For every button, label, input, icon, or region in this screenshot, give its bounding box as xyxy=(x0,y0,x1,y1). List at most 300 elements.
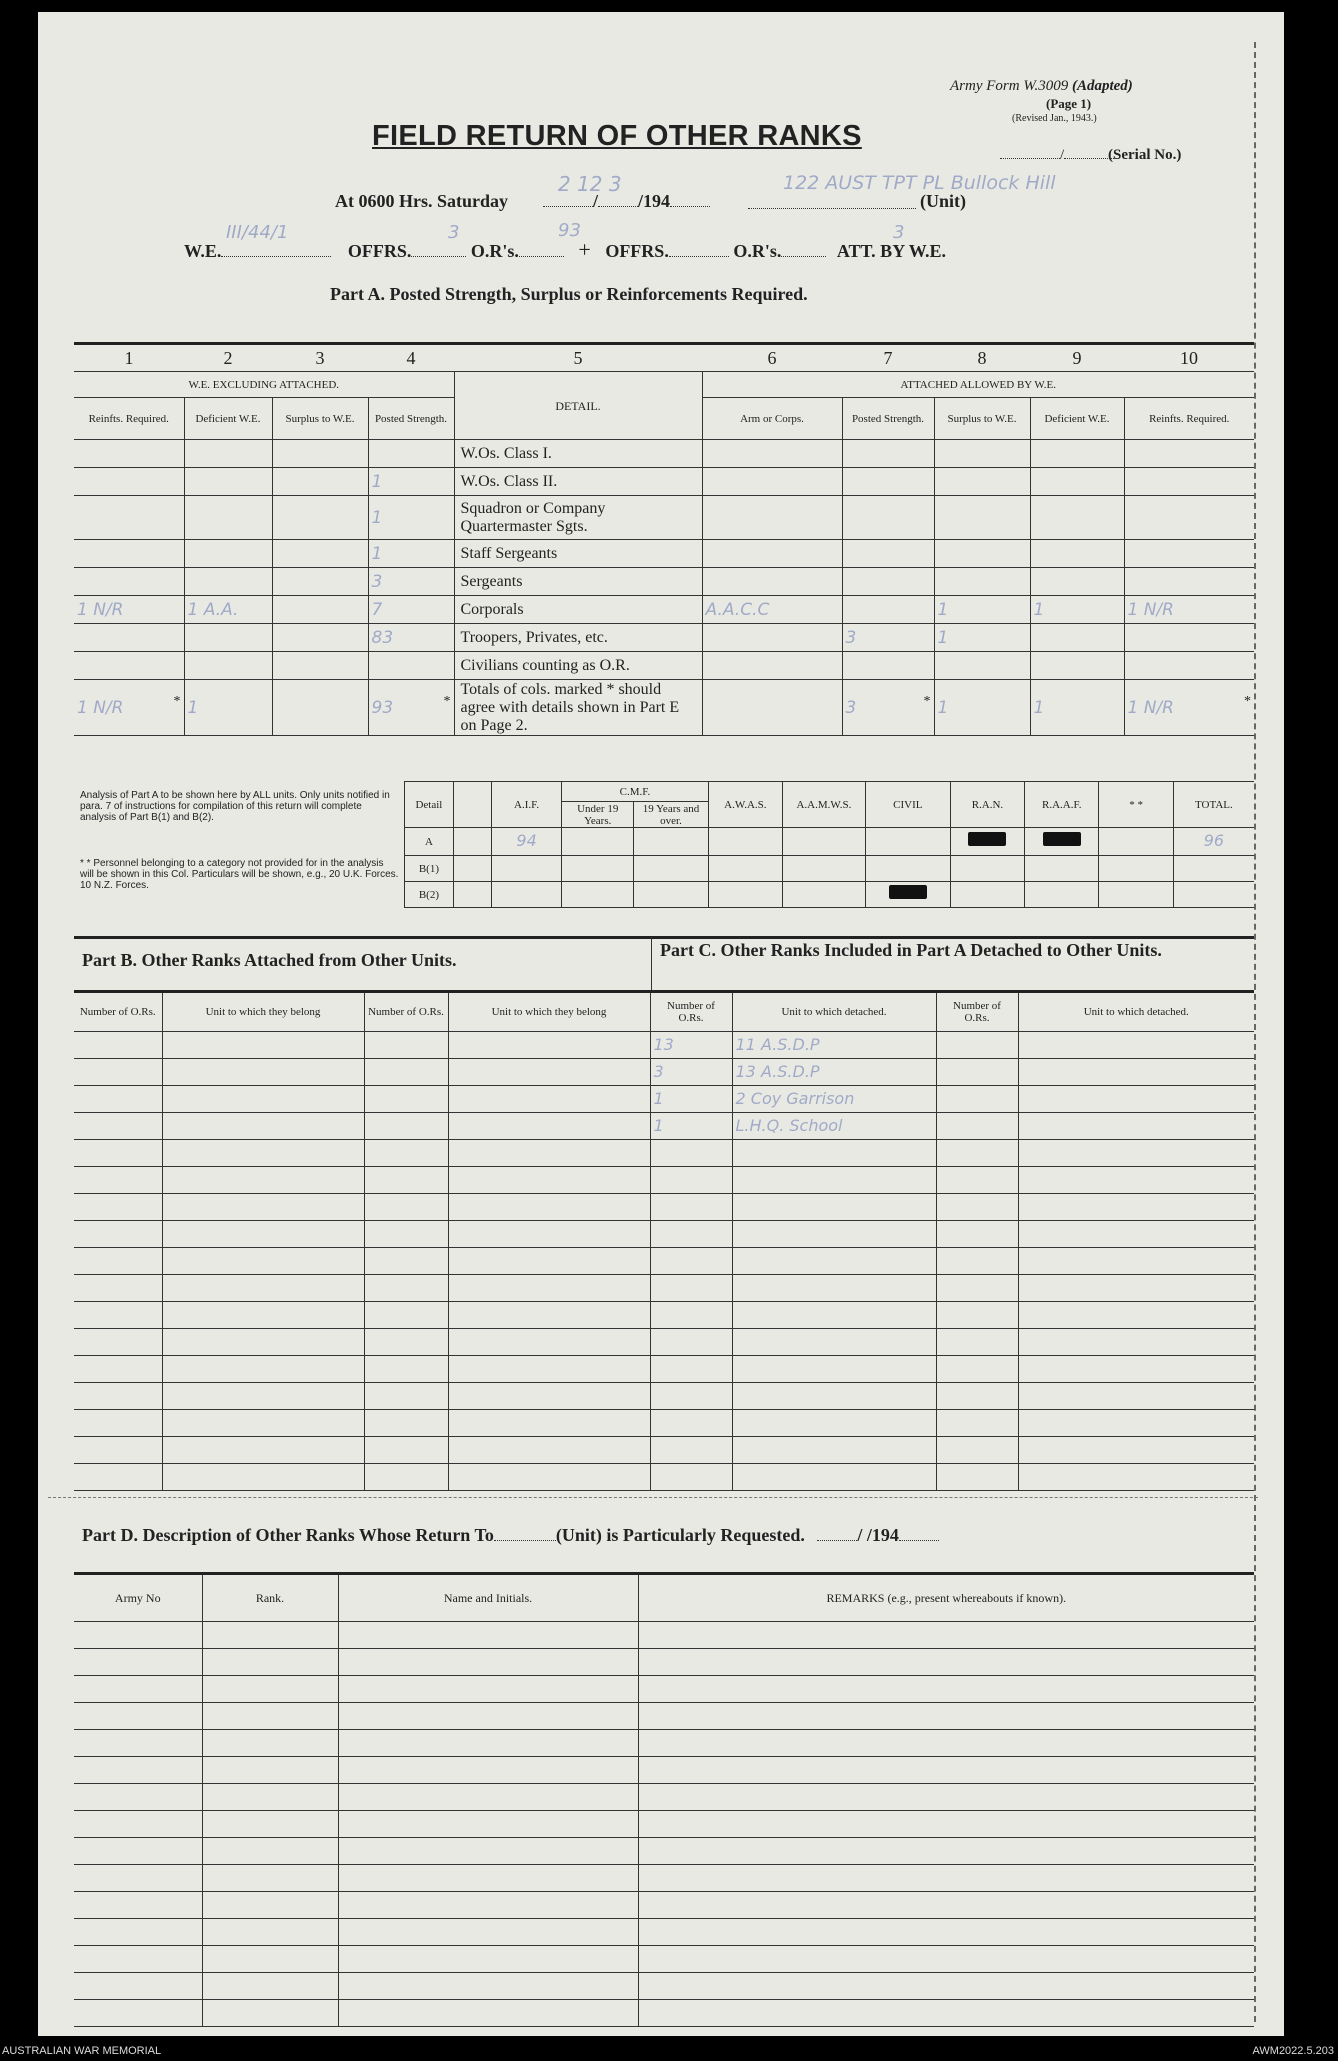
form-cell[interactable] xyxy=(162,1275,364,1302)
analysis-row-b1 xyxy=(405,856,1255,882)
part-d-row xyxy=(74,1622,1254,1649)
we-excluding-header: W.E. EXCLUDING ATTACHED. xyxy=(74,372,454,398)
form-cell[interactable] xyxy=(448,1032,650,1059)
value-cell xyxy=(74,440,184,468)
ran-header: R.A.N. xyxy=(950,782,1024,828)
form-cell[interactable] xyxy=(74,1410,162,1437)
form-cell[interactable] xyxy=(364,1329,448,1356)
form-cell[interactable] xyxy=(732,1410,936,1437)
form-cell[interactable] xyxy=(1018,1356,1254,1383)
value-cell xyxy=(368,540,454,568)
form-cell[interactable] xyxy=(202,1649,338,1676)
serial-label: (Serial No.) xyxy=(1108,147,1182,163)
value-cell xyxy=(272,680,368,736)
form-cell[interactable] xyxy=(364,1464,448,1491)
form-cell[interactable] xyxy=(638,1946,1254,1973)
form-cell[interactable] xyxy=(74,1464,162,1491)
form-cell[interactable] xyxy=(638,1919,1254,1946)
form-cell[interactable] xyxy=(1018,1032,1254,1059)
handwritten-value: A.A.C.C xyxy=(705,599,770,620)
form-cell[interactable] xyxy=(1018,1167,1254,1194)
handwritten-entry: 3 xyxy=(653,1062,664,1081)
form-cell[interactable] xyxy=(162,1221,364,1248)
form-cell[interactable] xyxy=(732,1302,936,1329)
handwritten-value: 1 xyxy=(371,543,383,564)
col-header: Surplus to W.E. xyxy=(934,398,1030,440)
form-cell[interactable] xyxy=(338,1919,638,1946)
col-header: Unit to which they belong xyxy=(448,992,650,1032)
form-cell[interactable] xyxy=(202,1622,338,1649)
form-cell[interactable] xyxy=(74,1059,162,1086)
value-cell xyxy=(184,568,272,596)
form-cell[interactable] xyxy=(650,1464,732,1491)
form-cell[interactable] xyxy=(650,1221,732,1248)
form-cell[interactable] xyxy=(936,1140,1018,1167)
form-cell[interactable] xyxy=(364,1410,448,1437)
form-cell[interactable] xyxy=(732,1032,936,1059)
form-cell[interactable] xyxy=(638,1838,1254,1865)
raaf-header: R.A.A.F. xyxy=(1025,782,1099,828)
form-cell[interactable] xyxy=(338,1892,638,1919)
form-cell[interactable] xyxy=(202,1838,338,1865)
analysis-note-2: * * Personnel belonging to a category not provided for in the analysis will be shown in this Col. Particulars will be shown, e.g., 20 U.K. Forces. 10 N.Z. Forces. xyxy=(80,858,399,891)
form-cell[interactable] xyxy=(74,1784,202,1811)
value-cell xyxy=(184,496,272,540)
form-cell[interactable] xyxy=(732,1221,936,1248)
form-cell[interactable] xyxy=(448,1221,650,1248)
handwritten-entry: 13 A.S.D.P xyxy=(735,1062,820,1081)
detail-label: Totals of cols. marked * should agree with details shown in Part E on Page 2. xyxy=(454,680,702,736)
form-cell[interactable] xyxy=(162,1248,364,1275)
form-cell[interactable] xyxy=(162,1437,364,1464)
form-cell[interactable] xyxy=(1018,1086,1254,1113)
value-cell xyxy=(934,596,1030,624)
form-cell[interactable] xyxy=(338,1811,638,1838)
page-number: (Page 1) xyxy=(1046,96,1092,111)
form-cell[interactable] xyxy=(364,1140,448,1167)
form-cell[interactable] xyxy=(202,1784,338,1811)
form-cell[interactable] xyxy=(732,1113,936,1140)
form-cell[interactable] xyxy=(1018,1437,1254,1464)
form-cell[interactable] xyxy=(74,1167,162,1194)
value-cell xyxy=(184,624,272,652)
form-cell[interactable] xyxy=(74,1356,162,1383)
form-cell[interactable] xyxy=(162,1383,364,1410)
form-cell[interactable] xyxy=(638,1865,1254,1892)
form-cell[interactable] xyxy=(74,1622,202,1649)
form-cell[interactable] xyxy=(338,1784,638,1811)
value-cell xyxy=(1124,680,1254,736)
value-cell xyxy=(74,568,184,596)
date-handwriting: 2 12 3 xyxy=(558,172,622,196)
form-cell[interactable] xyxy=(338,2000,638,2027)
form-cell[interactable] xyxy=(650,1437,732,1464)
form-cell[interactable] xyxy=(650,1383,732,1410)
form-cell[interactable] xyxy=(364,1437,448,1464)
value-cell xyxy=(272,624,368,652)
form-cell[interactable] xyxy=(202,1919,338,1946)
part-bc-rule xyxy=(74,936,1254,939)
value-cell xyxy=(272,652,368,680)
value-cell xyxy=(272,468,368,496)
form-cell[interactable] xyxy=(650,1302,732,1329)
form-cell[interactable] xyxy=(74,1383,162,1410)
form-cell[interactable] xyxy=(364,1032,448,1059)
form-cell[interactable] xyxy=(202,1946,338,1973)
form-cell[interactable] xyxy=(74,1865,202,1892)
handwritten-value: 1 N/R xyxy=(1127,697,1174,718)
form-cell[interactable] xyxy=(364,1059,448,1086)
value-cell xyxy=(842,596,934,624)
form-cell[interactable] xyxy=(74,1032,162,1059)
form-cell[interactable] xyxy=(650,1059,732,1086)
form-cell[interactable] xyxy=(74,1194,162,1221)
we-handwriting: III/44/1 xyxy=(226,222,289,243)
value-cell xyxy=(702,540,842,568)
form-cell[interactable] xyxy=(74,1275,162,1302)
form-cell[interactable] xyxy=(74,1919,202,1946)
value-cell xyxy=(272,440,368,468)
form-cell[interactable] xyxy=(448,1329,650,1356)
form-cell[interactable] xyxy=(936,1275,1018,1302)
form-cell[interactable] xyxy=(74,1086,162,1113)
form-cell[interactable] xyxy=(650,1086,732,1113)
col-header: Reinfts. Required. xyxy=(74,398,184,440)
form-cell[interactable] xyxy=(1018,1383,1254,1410)
form-cell[interactable] xyxy=(1018,1410,1254,1437)
form-cell[interactable] xyxy=(448,1464,650,1491)
form-cell[interactable] xyxy=(732,1140,936,1167)
form-cell[interactable] xyxy=(338,1973,638,2000)
form-cell[interactable] xyxy=(936,1113,1018,1140)
form-cell[interactable] xyxy=(936,1167,1018,1194)
form-cell[interactable] xyxy=(162,1329,364,1356)
part-bc-divider xyxy=(651,937,652,991)
form-cell[interactable] xyxy=(338,1730,638,1757)
form-cell[interactable] xyxy=(936,1410,1018,1437)
form-cell[interactable] xyxy=(74,1757,202,1784)
value-cell xyxy=(184,468,272,496)
form-cell[interactable] xyxy=(338,1703,638,1730)
value-cell xyxy=(702,568,842,596)
form-cell[interactable] xyxy=(74,1973,202,2000)
form-cell[interactable] xyxy=(162,1113,364,1140)
form-cell[interactable] xyxy=(74,1140,162,1167)
form-cell[interactable] xyxy=(364,1194,448,1221)
analysis-note: Analysis of Part A to be shown here by ALL units. Only units notified in para. 7 of instructions for compilation of this return will complete analysis of Part B(1) and B(2). xyxy=(80,790,390,823)
form-cell[interactable] xyxy=(364,1302,448,1329)
part-bc-row xyxy=(74,1059,1254,1086)
form-cell[interactable] xyxy=(448,1086,650,1113)
form-cell[interactable] xyxy=(448,1383,650,1410)
form-cell[interactable] xyxy=(1018,1275,1254,1302)
form-cell[interactable] xyxy=(650,1194,732,1221)
form-cell[interactable] xyxy=(448,1410,650,1437)
form-cell[interactable] xyxy=(638,1649,1254,1676)
awas-header: A.W.A.S. xyxy=(708,782,782,828)
form-cell[interactable] xyxy=(638,1892,1254,1919)
form-cell[interactable] xyxy=(650,1356,732,1383)
form-cell[interactable] xyxy=(936,1086,1018,1113)
form-cell[interactable] xyxy=(1018,1248,1254,1275)
form-cell[interactable] xyxy=(74,1248,162,1275)
form-cell[interactable] xyxy=(650,1329,732,1356)
form-cell[interactable] xyxy=(162,1356,364,1383)
col-num: 7 xyxy=(883,347,893,368)
attached-allowed-header: ATTACHED ALLOWED BY W.E. xyxy=(702,372,1254,398)
form-cell[interactable] xyxy=(638,1730,1254,1757)
form-cell[interactable] xyxy=(364,1383,448,1410)
form-cell[interactable] xyxy=(1018,1059,1254,1086)
part-bc-row xyxy=(74,1464,1254,1491)
part-a-row xyxy=(74,468,1254,496)
part-a-row xyxy=(74,652,1254,680)
value-cell xyxy=(1124,540,1254,568)
form-cell[interactable] xyxy=(74,2000,202,2027)
form-cell[interactable] xyxy=(74,1730,202,1757)
form-cell[interactable] xyxy=(74,1113,162,1140)
form-cell[interactable] xyxy=(162,1302,364,1329)
form-cell[interactable] xyxy=(936,1383,1018,1410)
handwritten-entry: 1 xyxy=(653,1089,664,1108)
part-d-table xyxy=(74,1572,1254,2027)
value-cell xyxy=(74,468,184,496)
form-cell[interactable] xyxy=(74,1676,202,1703)
form-cell[interactable] xyxy=(338,1838,638,1865)
value-cell xyxy=(934,468,1030,496)
value-cell xyxy=(702,652,842,680)
part-d-row xyxy=(74,1676,1254,1703)
form-cell[interactable] xyxy=(638,1622,1254,1649)
handwritten-value: 3 xyxy=(845,697,857,718)
form-cell[interactable] xyxy=(638,2000,1254,2027)
redaction-block xyxy=(889,885,927,899)
form-cell[interactable] xyxy=(74,1703,202,1730)
form-cell[interactable] xyxy=(732,1167,936,1194)
form-cell[interactable] xyxy=(74,1221,162,1248)
form-cell[interactable] xyxy=(364,1167,448,1194)
form-cell[interactable] xyxy=(202,1892,338,1919)
detail-label: W.Os. Class II. xyxy=(454,468,702,496)
form-cell[interactable] xyxy=(650,1410,732,1437)
form-cell[interactable] xyxy=(936,1356,1018,1383)
part-a-title: Part A. Posted Strength, Surplus or Reinforcements Required. xyxy=(330,284,808,304)
form-cell[interactable] xyxy=(448,1437,650,1464)
form-cell[interactable] xyxy=(936,1329,1018,1356)
star-marker: * xyxy=(923,694,931,709)
part-a-row xyxy=(74,624,1254,652)
part-d-row xyxy=(74,1649,1254,1676)
form-cell[interactable] xyxy=(936,1194,1018,1221)
part-d-row xyxy=(74,2000,1254,2027)
form-cell[interactable] xyxy=(162,1140,364,1167)
total-handwriting: 96 xyxy=(1203,830,1225,850)
form-cell[interactable] xyxy=(650,1248,732,1275)
form-cell[interactable] xyxy=(638,1784,1254,1811)
form-cell[interactable] xyxy=(448,1356,650,1383)
value-cell xyxy=(842,440,934,468)
form-cell[interactable] xyxy=(650,1275,732,1302)
col-num: 2 xyxy=(223,347,233,368)
form-cell[interactable] xyxy=(936,1221,1018,1248)
form-cell[interactable] xyxy=(732,1086,936,1113)
form-cell[interactable] xyxy=(638,1757,1254,1784)
form-cell[interactable] xyxy=(364,1275,448,1302)
form-cell[interactable] xyxy=(162,1410,364,1437)
value-cell xyxy=(74,652,184,680)
form-cell[interactable] xyxy=(638,1973,1254,2000)
column-number-row xyxy=(74,344,1254,372)
form-cell[interactable] xyxy=(338,1865,638,1892)
form-cell[interactable] xyxy=(732,1329,936,1356)
form-cell[interactable] xyxy=(638,1676,1254,1703)
star-marker: * xyxy=(443,694,451,709)
form-cell[interactable] xyxy=(338,1946,638,1973)
form-cell[interactable] xyxy=(74,1437,162,1464)
form-cell[interactable] xyxy=(448,1275,650,1302)
value-cell xyxy=(1124,568,1254,596)
form-cell[interactable] xyxy=(732,1437,936,1464)
col-num: 3 xyxy=(315,347,325,368)
value-cell xyxy=(934,496,1030,540)
value-cell xyxy=(842,624,934,652)
form-cell[interactable] xyxy=(448,1167,650,1194)
form-cell[interactable] xyxy=(448,1140,650,1167)
form-cell[interactable] xyxy=(448,1302,650,1329)
value-cell xyxy=(368,624,454,652)
form-cell[interactable] xyxy=(74,1649,202,1676)
form-cell[interactable] xyxy=(338,1622,638,1649)
form-paper xyxy=(38,12,1284,2036)
form-cell[interactable] xyxy=(202,1676,338,1703)
form-cell[interactable] xyxy=(448,1194,650,1221)
form-cell[interactable] xyxy=(74,1838,202,1865)
form-cell[interactable] xyxy=(732,1248,936,1275)
form-cell[interactable] xyxy=(1018,1194,1254,1221)
handwritten-value: 1 xyxy=(937,697,949,718)
form-cell[interactable] xyxy=(732,1194,936,1221)
value-cell xyxy=(1124,468,1254,496)
form-cell[interactable] xyxy=(936,1032,1018,1059)
form-cell[interactable] xyxy=(338,1757,638,1784)
handwritten-value: 1 xyxy=(371,507,383,528)
form-cell[interactable] xyxy=(732,1464,936,1491)
value-cell xyxy=(368,568,454,596)
form-cell[interactable] xyxy=(936,1059,1018,1086)
form-cell[interactable] xyxy=(74,1892,202,1919)
form-cell[interactable] xyxy=(202,1973,338,2000)
value-cell xyxy=(1030,568,1124,596)
form-cell[interactable] xyxy=(364,1248,448,1275)
form-cell[interactable] xyxy=(162,1086,364,1113)
form-cell[interactable] xyxy=(364,1113,448,1140)
form-cell[interactable] xyxy=(732,1275,936,1302)
form-cell[interactable] xyxy=(1018,1329,1254,1356)
handwritten-value: 1 A.A. xyxy=(187,599,239,620)
form-cell[interactable] xyxy=(936,1248,1018,1275)
part-bc-row xyxy=(74,1437,1254,1464)
form-cell[interactable] xyxy=(936,1464,1018,1491)
form-cell[interactable] xyxy=(364,1356,448,1383)
row-label: B(2) xyxy=(405,882,454,908)
form-cell[interactable] xyxy=(732,1356,936,1383)
form-cell[interactable] xyxy=(1018,1113,1254,1140)
form-cell[interactable] xyxy=(202,1730,338,1757)
form-cell[interactable] xyxy=(162,1167,364,1194)
value-cell xyxy=(934,540,1030,568)
form-cell[interactable] xyxy=(162,1464,364,1491)
part-d-title: Part D. Description of Other Ranks Whose Return To (Unit) is Particularly Requested. / /194 xyxy=(82,1525,939,1546)
aamws-header: A.A.M.W.S. xyxy=(783,782,866,828)
form-cell[interactable] xyxy=(650,1140,732,1167)
form-cell[interactable] xyxy=(1018,1302,1254,1329)
part-bc-row xyxy=(74,1329,1254,1356)
form-cell[interactable] xyxy=(650,1113,732,1140)
form-cell[interactable] xyxy=(936,1437,1018,1464)
form-cell[interactable] xyxy=(162,1059,364,1086)
value-cell xyxy=(934,680,1030,736)
value-cell xyxy=(702,680,842,736)
form-cell[interactable] xyxy=(448,1113,650,1140)
form-cell[interactable] xyxy=(74,1811,202,1838)
form-cell[interactable] xyxy=(650,1167,732,1194)
part-a-row xyxy=(74,496,1254,540)
under19-header: Under 19 Years. xyxy=(562,802,634,828)
form-cell[interactable] xyxy=(74,1329,162,1356)
form-cell[interactable] xyxy=(650,1032,732,1059)
form-cell[interactable] xyxy=(162,1032,364,1059)
part-bc-row xyxy=(74,1140,1254,1167)
form-cell[interactable] xyxy=(638,1811,1254,1838)
value-cell xyxy=(934,652,1030,680)
form-cell[interactable] xyxy=(936,1302,1018,1329)
form-cell[interactable] xyxy=(202,1703,338,1730)
col-header: Arm or Corps. xyxy=(702,398,842,440)
cmf-header: C.M.F. xyxy=(562,782,709,802)
form-cell[interactable] xyxy=(448,1248,650,1275)
detail-label: Corporals xyxy=(454,596,702,624)
form-cell[interactable] xyxy=(364,1086,448,1113)
form-cell[interactable] xyxy=(732,1059,936,1086)
form-cell[interactable] xyxy=(338,1676,638,1703)
col-header: Reinfts. Required. xyxy=(1124,398,1254,440)
col-num: 8 xyxy=(977,347,987,368)
form-cell[interactable] xyxy=(202,1811,338,1838)
form-cell[interactable] xyxy=(202,1865,338,1892)
form-cell[interactable] xyxy=(1018,1464,1254,1491)
part-bc-row xyxy=(74,1383,1254,1410)
part-d-row xyxy=(74,1703,1254,1730)
handwritten-value: 93 xyxy=(371,697,394,718)
form-cell[interactable] xyxy=(74,1302,162,1329)
form-cell[interactable] xyxy=(1018,1221,1254,1248)
value-cell xyxy=(702,468,842,496)
form-cell[interactable] xyxy=(202,2000,338,2027)
part-a-row xyxy=(74,540,1254,568)
form-cell[interactable] xyxy=(732,1383,936,1410)
form-cell[interactable] xyxy=(364,1221,448,1248)
form-cell[interactable] xyxy=(448,1059,650,1086)
value-cell xyxy=(184,680,272,736)
handwritten-entry: 11 A.S.D.P xyxy=(735,1035,820,1054)
form-cell[interactable] xyxy=(338,1649,638,1676)
form-cell[interactable] xyxy=(1018,1140,1254,1167)
form-cell[interactable] xyxy=(202,1757,338,1784)
form-cell[interactable] xyxy=(638,1703,1254,1730)
form-cell[interactable] xyxy=(74,1946,202,1973)
att-handwriting: 3 xyxy=(893,222,905,243)
form-cell[interactable] xyxy=(162,1194,364,1221)
